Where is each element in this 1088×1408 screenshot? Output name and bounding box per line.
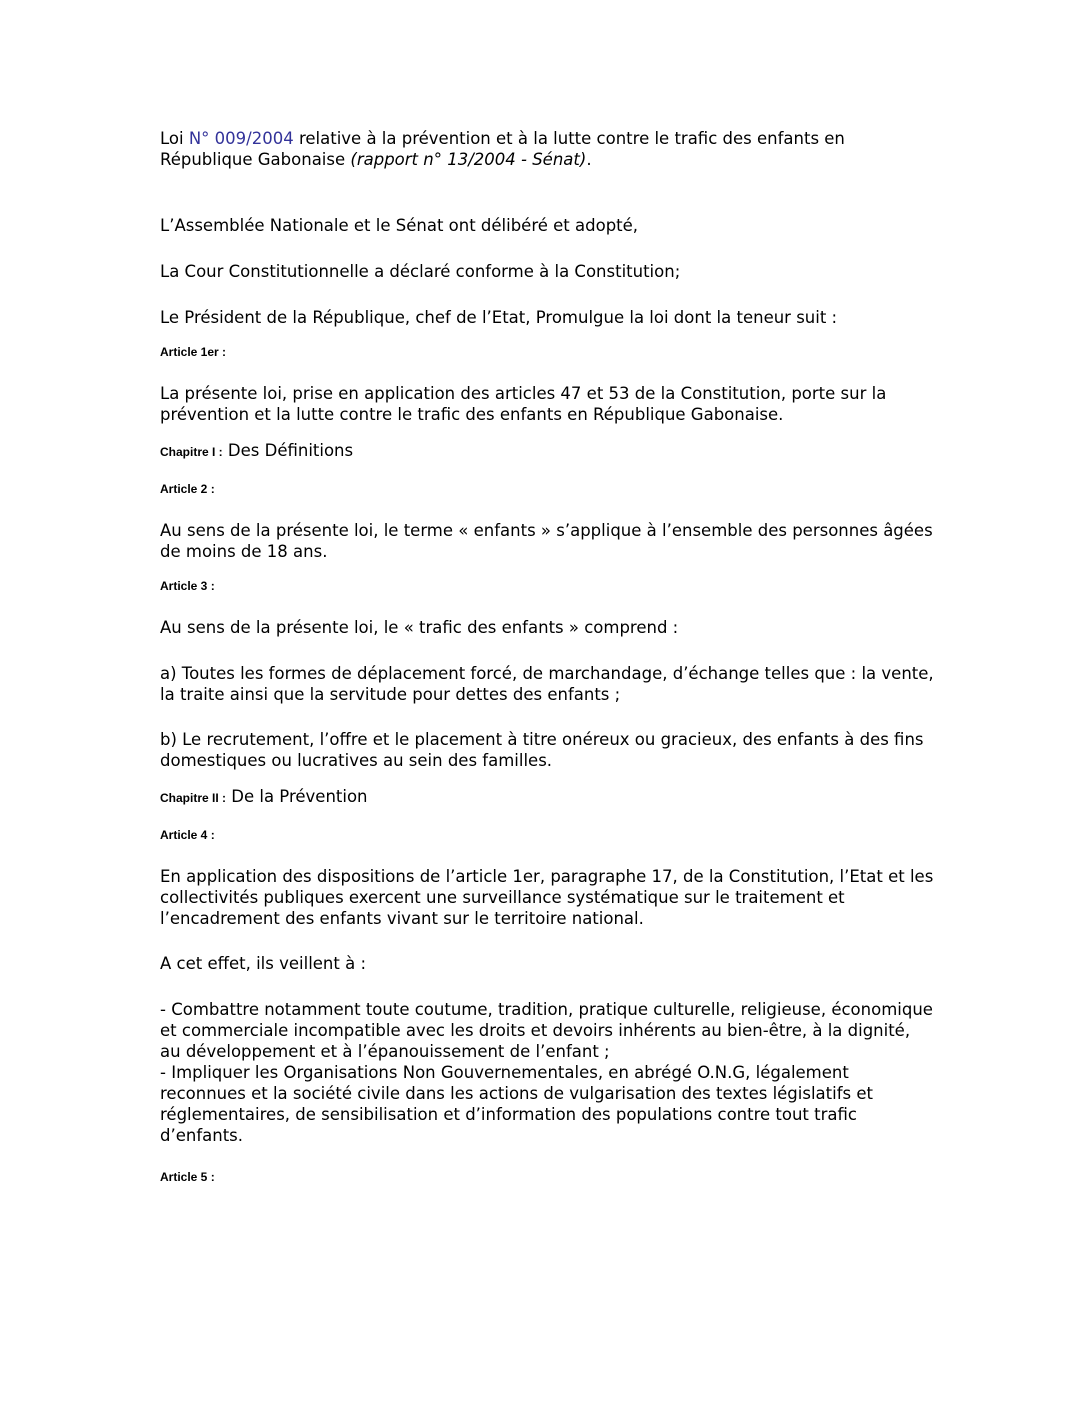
chapter-1-title: Des Définitions bbox=[222, 441, 354, 460]
chapter-2-heading bbox=[160, 786, 935, 809]
preamble-conformity: La Cour Constitutionnelle a déclaré conforme à la Constitution; bbox=[160, 262, 681, 281]
article-4-text: En application des dispositions de l’article 1er, paragraphe 17, de la Constitution, l’Etat et les collectivités publiques exercent une surveillance systématique sur le traitement et l’encadrement des enfants vivant sur le territoire national. bbox=[160, 867, 934, 928]
article-5-label: Article 5 : bbox=[160, 1170, 215, 1184]
chapter-2-label: Chapitre II : bbox=[160, 791, 227, 805]
article-4-effect: A cet effet, ils veillent à : bbox=[160, 954, 367, 973]
law-title-end: . bbox=[586, 150, 592, 169]
article-4-bullet-2: - Impliquer les Organisations Non Gouvernementales, en abrégé O.N.G, légalement reconnues et la société civile dans les actions de vulgarisation des textes législatifs et réglementaires, de sensibilisation et d’information des populations contre tout trafic d’enfants. bbox=[160, 1063, 873, 1145]
preamble-adoption: L’Assemblée Nationale et le Sénat ont délibéré et adopté, bbox=[160, 216, 639, 235]
preamble-promulgation: Le Président de la République, chef de l’Etat, Promulgue la loi dont la teneur suit : bbox=[160, 308, 838, 327]
chapter-1-label: Chapitre I : bbox=[160, 445, 223, 459]
law-title-rest: relative à la prévention et à la lutte contre le trafic des enfants en bbox=[293, 129, 845, 148]
chapter-2-title: De la Prévention bbox=[226, 787, 368, 806]
article-1-label: Article 1er : bbox=[160, 345, 227, 359]
law-title-line2: République Gabonaise bbox=[160, 150, 351, 169]
article-1-text: La présente loi, prise en application des articles 47 et 53 de la Constitution, porte sur la prévention et la lutte contre le trafic des enfants en République Gabonaise. bbox=[160, 384, 887, 424]
article-3-item-a: a) Toutes les formes de déplacement forcé, de marchandage, d’échange telles que : la vente, la traite ainsi que la servitude pour dettes des enfants ; bbox=[160, 664, 934, 704]
article-2-label: Article 2 : bbox=[160, 482, 215, 496]
law-report-ref: (rapport n° 13/2004 - Sénat) bbox=[350, 150, 587, 169]
article-3-label: Article 3 : bbox=[160, 579, 215, 593]
document-page bbox=[160, 126, 935, 1185]
article-3-intro: Au sens de la présente loi, le « trafic des enfants » comprend : bbox=[160, 618, 679, 637]
article-3-item-b: b) Le recrutement, l’offre et le placement à titre onéreux ou gracieux, des enfants à des fins domestiques ou lucratives au sein des familles. bbox=[160, 730, 924, 770]
law-title-prefix: Loi bbox=[160, 129, 189, 148]
law-title bbox=[160, 128, 935, 170]
chapter-1-heading bbox=[160, 440, 935, 463]
article-4-label: Article 4 : bbox=[160, 828, 215, 842]
law-number-link[interactable]: N° 009/2004 bbox=[188, 129, 294, 148]
article-2-text: Au sens de la présente loi, le terme « enfants » s’applique à l’ensemble des personnes âgées de moins de 18 ans. bbox=[160, 521, 933, 561]
article-4-bullet-1: - Combattre notamment toute coutume, tradition, pratique culturelle, religieuse, économique et commerciale incompatible avec les droits et devoirs inhérents au bien-être, à la dignité, au développement et à l’épanouissement de l’enfant ; bbox=[160, 1000, 933, 1061]
